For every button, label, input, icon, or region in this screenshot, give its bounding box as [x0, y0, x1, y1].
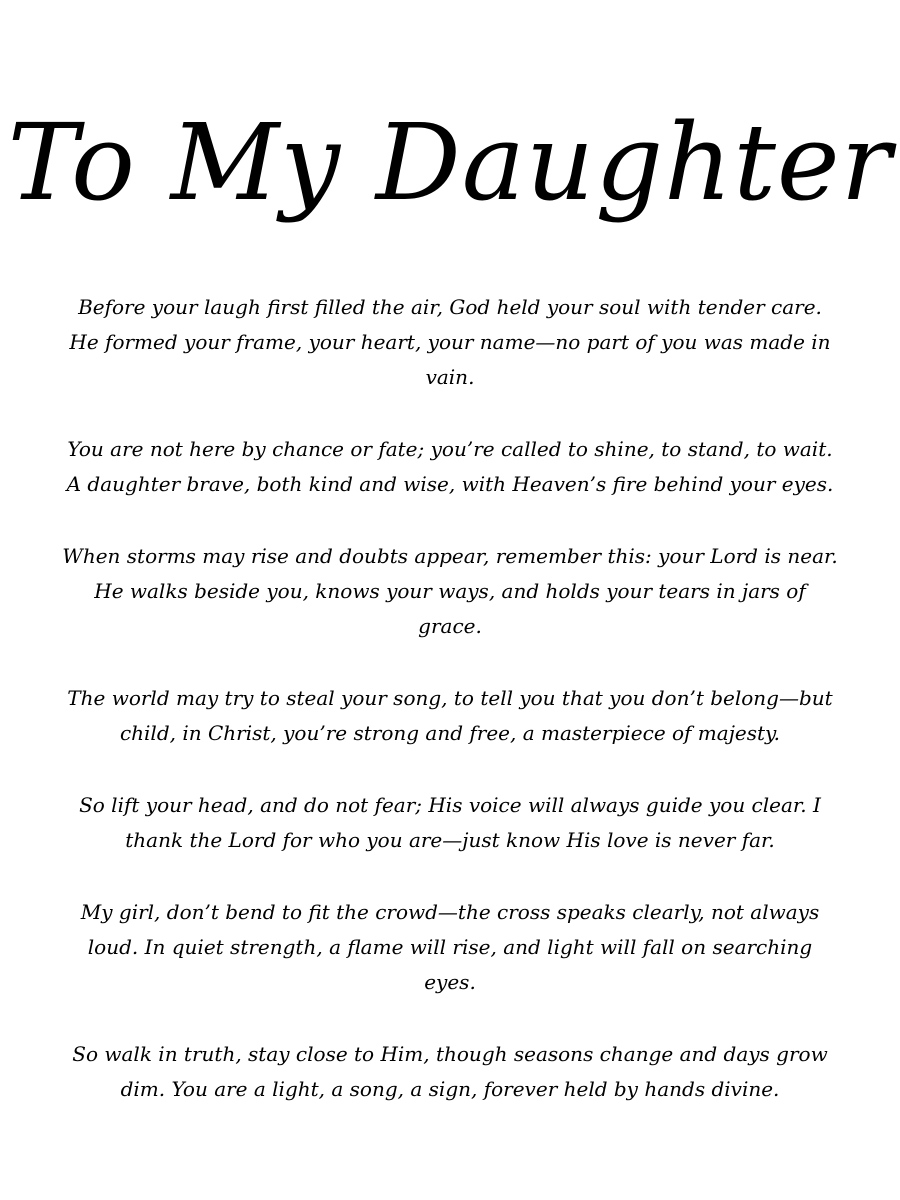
stanza-6: My girl, don’t bend to fit the crowd—the cross speaks clearly, not always loud. In quiet strength, a flame will rise, and light will fall on searching eyes. [80, 900, 820, 994]
stanza-2: You are not here by chance or fate; you’re called to shine, to stand, to wait. A daughter brave, both kind and wise, with Heaven’s fire behind your eyes. [66, 437, 834, 496]
stanza-7: So walk in truth, stay close to Him, though seasons change and days grow dim. You are a light, a song, a sign, forever held by hands divine. [72, 1042, 828, 1101]
stanza-3: When storms may rise and doubts appear, remember this: your Lord is near. He walks beside you, knows your ways, and holds your tears in jars of grace. [62, 544, 838, 638]
poem-body [62, 290, 838, 1107]
page-title: To My Daughter [7, 101, 893, 224]
stanza-1: Before your laugh first filled the air, God held your soul with tender care. He formed your frame, your heart, your name—no part of you was made in vain. [69, 295, 831, 389]
stanza-5: So lift your head, and do not fear; His voice will always guide you clear. I thank the Lord for who you are—just know His love is never far. [79, 793, 821, 852]
stanza-4: The world may try to steal your song, to tell you that you don’t belong—but child, in Christ, you’re strong and free, a masterpiece of majesty. [67, 686, 833, 745]
